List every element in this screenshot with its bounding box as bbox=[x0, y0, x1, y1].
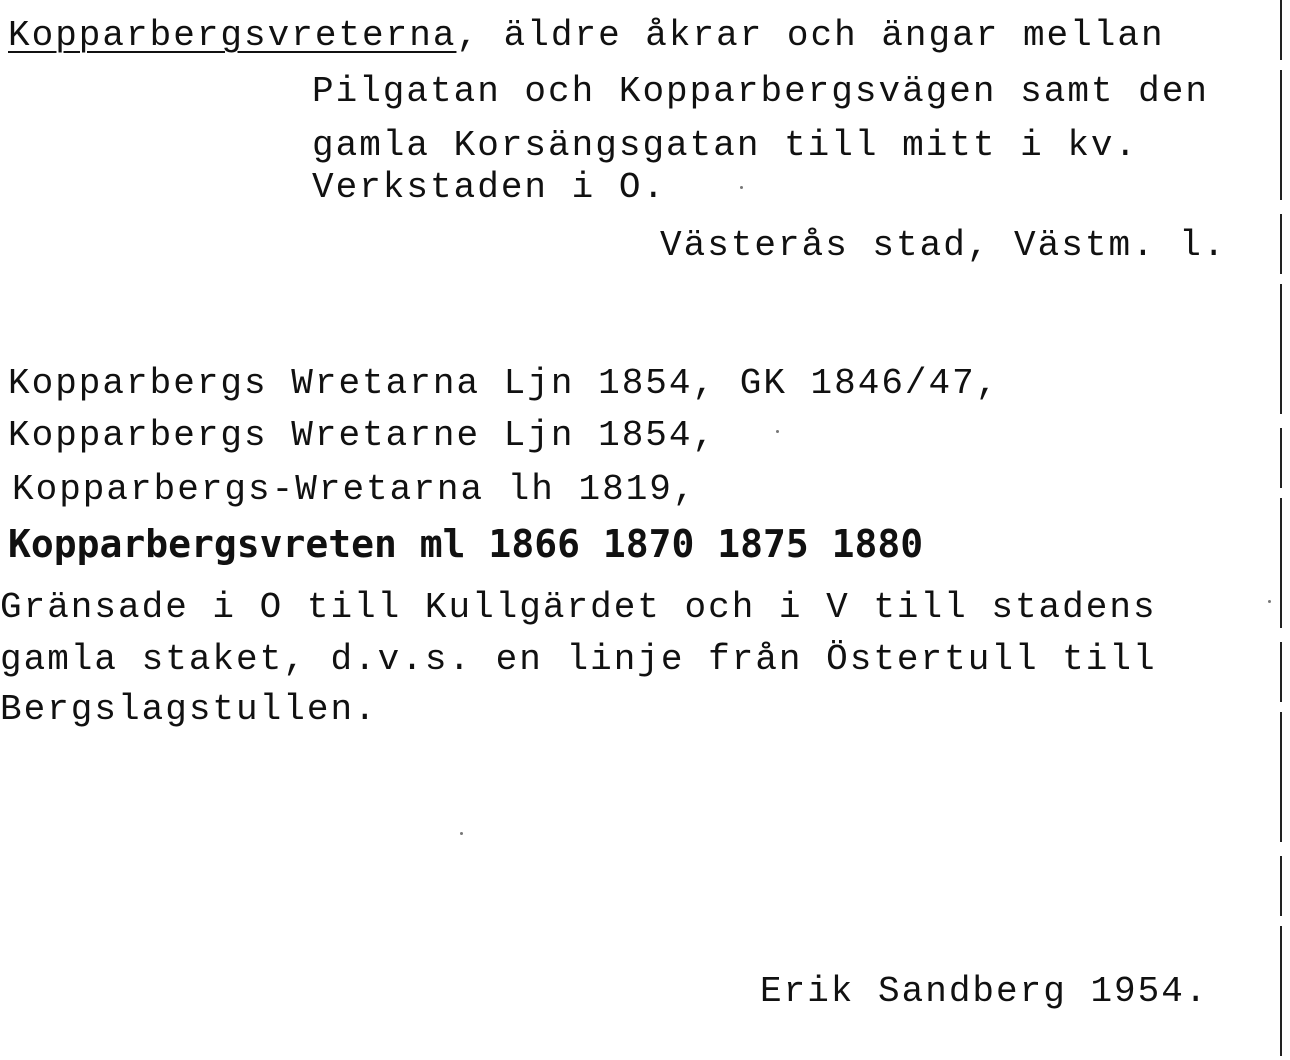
definition-line-3: gamla Korsängsgatan till mitt i kv. bbox=[312, 125, 1139, 166]
source-line-3: Kopparbergs-Wretarna lh 1819, bbox=[12, 469, 697, 510]
definition-line-4: Verkstaden i O. bbox=[312, 167, 667, 208]
signature: Erik Sandberg 1954. bbox=[760, 971, 1209, 1012]
source-line-4: Kopparbergsvreten ml 1866 1870 1875 1880 bbox=[8, 522, 924, 566]
headword: Kopparbergsvreterna bbox=[8, 15, 457, 56]
definition-line-2: Pilgatan och Kopparbergsvägen samt den bbox=[312, 71, 1209, 112]
source-line-2: Kopparbergs Wretarne Ljn 1854, bbox=[8, 415, 717, 456]
card-edge bbox=[1280, 0, 1282, 1060]
speck bbox=[740, 186, 743, 189]
source-line-1: Kopparbergs Wretarna Ljn 1854, GK 1846/47, bbox=[8, 363, 1000, 404]
note-line-3: Bergslagstullen. bbox=[0, 689, 378, 730]
definition-line-1: , äldre åkrar och ängar mellan bbox=[456, 15, 1165, 56]
location: Västerås stad, Västm. l. bbox=[660, 225, 1227, 266]
speck bbox=[776, 430, 779, 433]
headword-line bbox=[8, 14, 1165, 58]
speck bbox=[1268, 600, 1271, 603]
speck bbox=[460, 832, 463, 835]
note-line-2: gamla staket, d.v.s. en linje från Östertull till bbox=[0, 639, 1157, 680]
note-line-1: Gränsade i O till Kullgärdet och i V till stadens bbox=[0, 587, 1157, 628]
